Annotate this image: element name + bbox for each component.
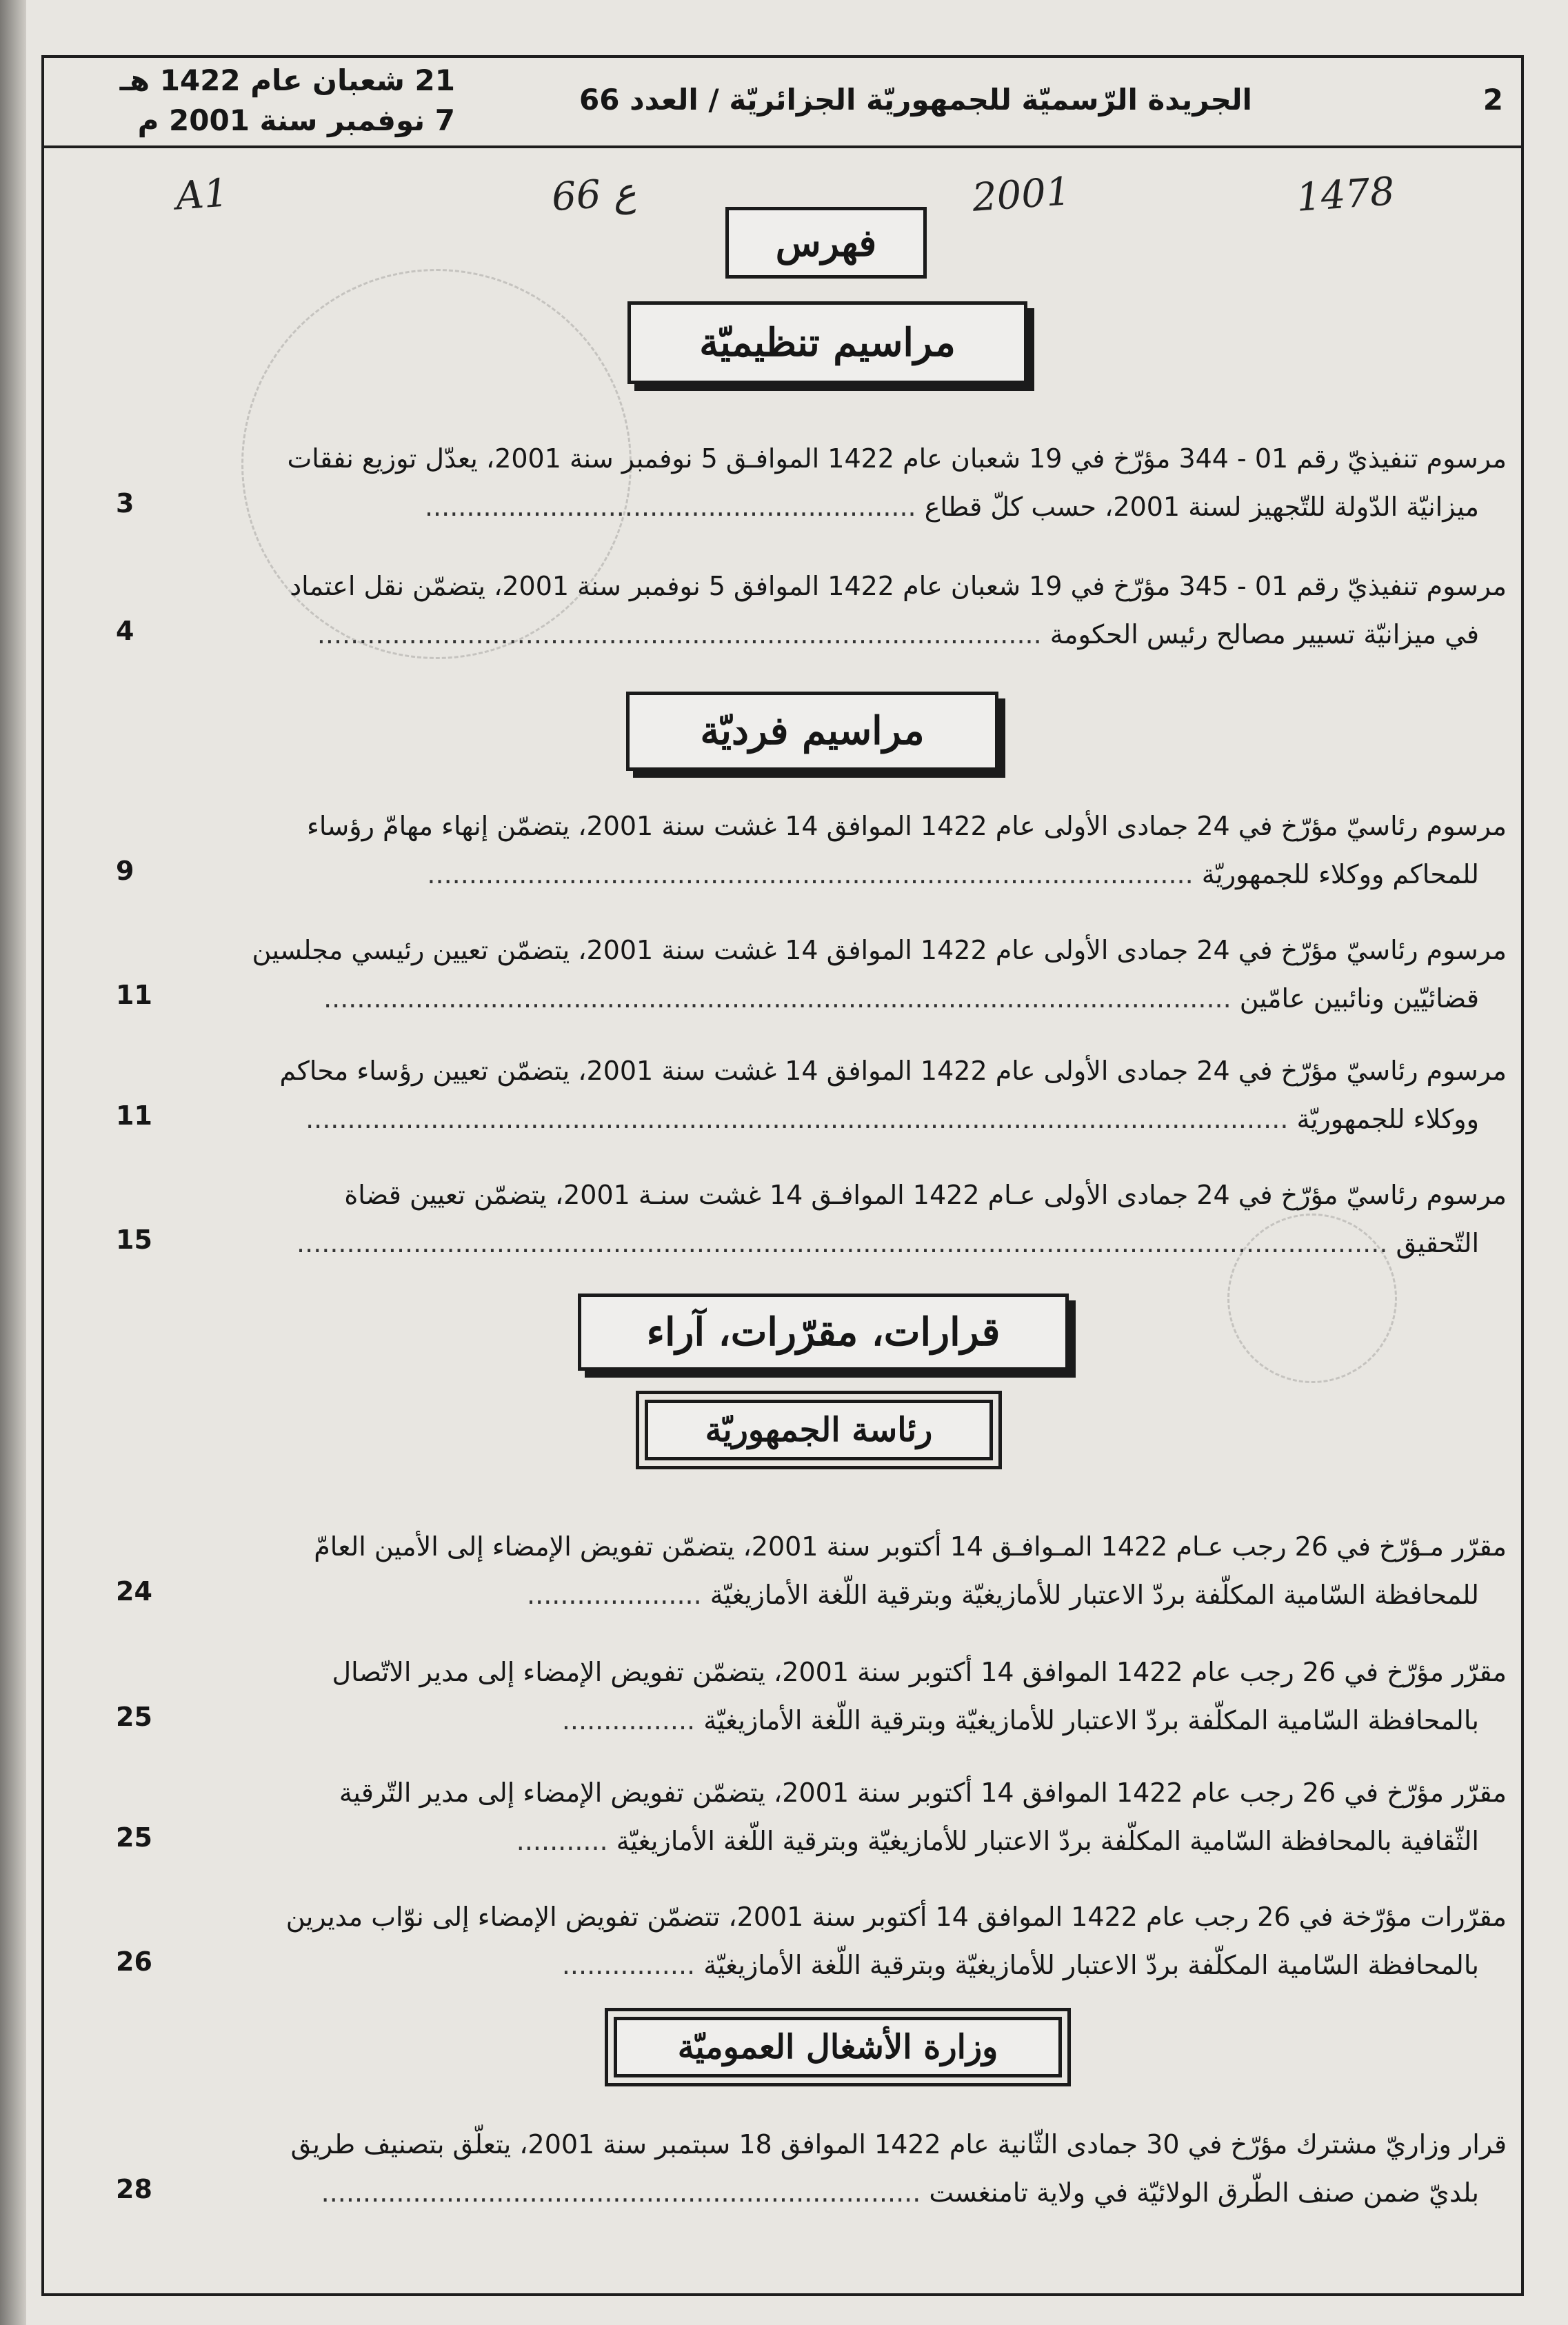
index-entry bbox=[159, 562, 1507, 658]
entry-text: بالمحافظة السّامية المكلّفة بردّ الاعتبار للأمازيغيّة وبترقية اللّغة الأمازيغيّة bbox=[703, 1705, 1479, 1735]
entry-text: مرسوم رئاسيّ مؤرّخ في 24 جمادى الأولى عـام 1422 الموافـق 14 غشت سنـة 2001، يتضمّن تعيين قضاة bbox=[344, 1180, 1507, 1210]
index-entry bbox=[159, 1047, 1507, 1143]
leader-dots: ............................................................................................................. bbox=[323, 983, 1240, 1014]
page-number: 2 bbox=[1482, 83, 1503, 117]
entry-page-number: 25 bbox=[116, 1702, 152, 1732]
entry-text: التّحقيق bbox=[1396, 1228, 1479, 1258]
entry-text: للمحافظة السّامية المكلّفة بردّ الاعتبار للأمازيغيّة وبترقية اللّغة الأمازيغيّة bbox=[710, 1580, 1479, 1610]
index-entry bbox=[159, 1522, 1507, 1619]
entry-text: مرسوم رئاسيّ مؤرّخ في 24 جمادى الأولى عام 1422 الموافق 14 غشت سنة 2001، يتضمّن إنهاء مهامّ رؤساء bbox=[306, 811, 1507, 841]
leader-dots: ....................................................................................... bbox=[316, 619, 1050, 650]
entry-text: ميزانيّة الدّولة للتّجهيز لسنة 2001، حسب كلّ قطاع bbox=[924, 492, 1479, 522]
leader-dots: ........................................................... bbox=[424, 492, 925, 522]
index-entry bbox=[159, 1769, 1507, 1865]
entry-page-number: 11 bbox=[116, 1100, 152, 1131]
leader-dots: ................ bbox=[561, 1950, 704, 1980]
entry-text: مرسوم تنفيذيّ رقم 01 - 345 مؤرّخ في 19 شعبان عام 1422 الموافق 5 نوفمبر سنة 2001، يتضمّن نقل اعتماد bbox=[290, 571, 1507, 601]
entry-page-number: 26 bbox=[116, 1946, 152, 1977]
entry-page-number: 4 bbox=[116, 616, 134, 646]
entry-text: قرار وزاريّ مشترك مؤرّخ في 30 جمادى الثّانية عام 1422 الموافق 18 سبتمبر سنة 2001، يتعلّق بتصنيف طريق bbox=[290, 2129, 1507, 2160]
leader-dots: ........... bbox=[516, 1826, 616, 1856]
section-subtitle: وزارة الأشغال العموميّة bbox=[614, 2017, 1062, 2077]
entry-text: في ميزانيّة تسيير مصالح رئيس الحكومة bbox=[1049, 619, 1479, 650]
leader-dots: ............................................................................................ bbox=[427, 859, 1202, 889]
handwritten-note: 1478 bbox=[1294, 169, 1396, 221]
entry-text: للمحاكم ووكلاء للجمهوريّة bbox=[1201, 859, 1479, 889]
entry-text: ووكلاء للجمهوريّة bbox=[1296, 1104, 1479, 1134]
gregorian-date: 7 نوفمبر سنة 2001 م bbox=[137, 103, 455, 137]
entry-text: مرسوم تنفيذيّ رقم 01 - 344 مؤرّخ في 19 شعبان عام 1422 الموافـق 5 نوفمبر سنة 2001، يعدّل توزيع نفقات bbox=[287, 443, 1507, 474]
index-entry bbox=[159, 1171, 1507, 1267]
entry-page-number: 24 bbox=[116, 1576, 152, 1607]
leader-dots: ................................................................................................................................... bbox=[296, 1228, 1396, 1258]
leader-dots: ................ bbox=[561, 1705, 704, 1735]
entry-text: بلديّ ضمن صنف الطّرق الولائيّة في ولاية تامنغست bbox=[929, 2177, 1479, 2208]
entry-page-number: 11 bbox=[116, 980, 152, 1010]
entry-page-number: 9 bbox=[116, 856, 134, 886]
gazette-header bbox=[41, 55, 1524, 148]
index-entry bbox=[159, 2120, 1507, 2217]
entry-page-number: 28 bbox=[116, 2174, 152, 2204]
entry-text: بالمحافظة السّامية المكلّفة بردّ الاعتبار للأمازيغيّة وبترقية اللّغة الأمازيغيّة bbox=[703, 1950, 1479, 1980]
handwritten-note: A1 bbox=[174, 170, 230, 219]
section-title: مراسيم فرديّة bbox=[626, 692, 998, 771]
leader-dots: ........................................................................ bbox=[321, 2177, 929, 2208]
entry-page-number: 15 bbox=[116, 1225, 152, 1255]
entry-text: مقرّرات مؤرّخة في 26 رجب عام 1422 الموافق 14 أكتوبر سنة 2001، تتضمّن تفويض الإمضاء إلى نوّاب مديرين bbox=[285, 1902, 1507, 1932]
hijri-date: 21 شعبان عام 1422 هـ bbox=[119, 63, 455, 97]
header-dates bbox=[69, 61, 455, 141]
entry-page-number: 3 bbox=[116, 488, 134, 519]
section-subtitle: رئاسة الجمهوريّة bbox=[645, 1400, 993, 1460]
entry-page-number: 25 bbox=[116, 1822, 152, 1853]
index-title: فهرس bbox=[725, 207, 927, 279]
gazette-title: الجريدة الرّسميّة للجمهوريّة الجزائريّة / العدد 66 bbox=[579, 83, 1252, 117]
entry-text: قضائيّين ونائبين عامّين bbox=[1239, 983, 1479, 1014]
index-entry bbox=[159, 434, 1507, 531]
entry-text: مرسوم رئاسيّ مؤرّخ في 24 جمادى الأولى عام 1422 الموافق 14 غشت سنة 2001، يتضمّن تعيين رئيسي مجلسين bbox=[252, 935, 1507, 965]
entry-text: مقرّر مؤرّخ في 26 رجب عام 1422 الموافق 14 أكتوبر سنة 2001، يتضمّن تفويض الإمضاء إلى مدير التّرقية bbox=[339, 1778, 1507, 1808]
leader-dots: ..................... bbox=[527, 1580, 710, 1610]
index-entry bbox=[159, 802, 1507, 898]
entry-text: مرسوم رئاسيّ مؤرّخ في 24 جمادى الأولى عام 1422 الموافق 14 غشت سنة 2001، يتضمّن تعيين رؤساء محاكم bbox=[279, 1056, 1507, 1086]
section-title: قرارات، مقرّرات، آراء bbox=[578, 1294, 1069, 1371]
page-binding-edge bbox=[0, 0, 26, 2325]
leader-dots: ...................................................................................................................... bbox=[305, 1104, 1297, 1134]
index-entry bbox=[159, 926, 1507, 1023]
entry-text: مقرّر مـؤرّخ في 26 رجب عـام 1422 المـوافـق 14 أكتوبر سنة 2001، يتضمّن تفويض الإمضاء إلى الأمين العامّ bbox=[314, 1531, 1507, 1562]
entry-text: مقرّر مؤرّخ في 26 رجب عام 1422 الموافق 14 أكتوبر سنة 2001، يتضمّن تفويض الإمضاء إلى مدير الاتّصال bbox=[332, 1657, 1507, 1687]
section-title: مراسيم تنظيميّة bbox=[627, 301, 1027, 384]
index-entry bbox=[159, 1648, 1507, 1744]
handwritten-note: 66 ع bbox=[550, 169, 638, 221]
index-entry bbox=[159, 1893, 1507, 1989]
handwritten-note: 2001 bbox=[970, 169, 1072, 221]
entry-text: الثّقافية بالمحافظة السّامية المكلّفة بردّ الاعتبار للأمازيغيّة وبترقية اللّغة الأمازيغيّة bbox=[616, 1826, 1479, 1856]
